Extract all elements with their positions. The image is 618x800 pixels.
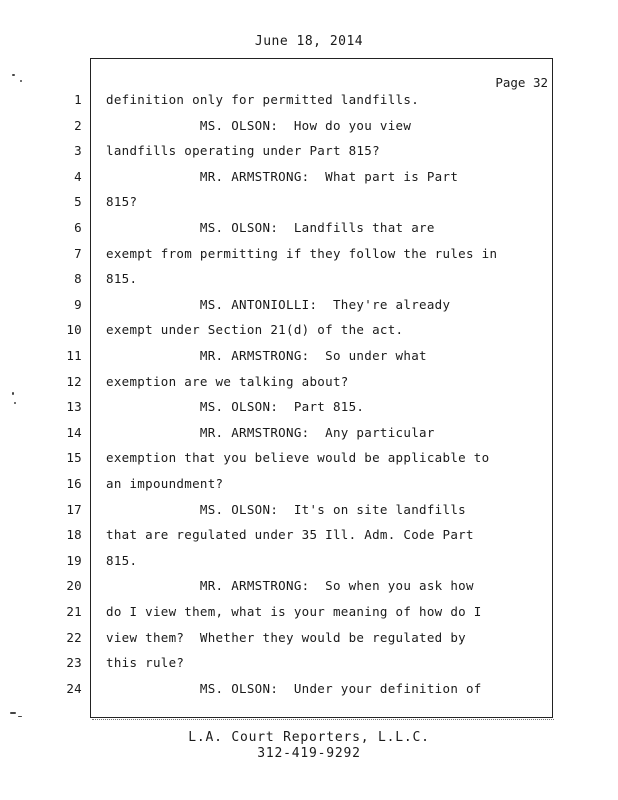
- line-number: 10: [66, 322, 82, 337]
- line-text: MS. OLSON: Under your definition of: [106, 681, 482, 696]
- transcript-line: [0, 271, 618, 295]
- line-text: this rule?: [106, 655, 185, 670]
- scan-speck: [10, 712, 16, 714]
- line-number: 3: [74, 143, 82, 158]
- scan-speck: [12, 74, 15, 76]
- page-frame-bottom-edge: [92, 716, 554, 720]
- line-number: 9: [74, 297, 82, 312]
- line-text: MR. ARMSTRONG: So under what: [106, 348, 427, 363]
- transcript-line: [0, 578, 618, 602]
- line-text: definition only for permitted landfills.: [106, 92, 420, 107]
- line-text: 815?: [106, 194, 138, 209]
- line-text: 815.: [106, 271, 138, 286]
- line-text: MS. OLSON: How do you view: [106, 118, 412, 133]
- line-number: 22: [66, 630, 82, 645]
- line-text: MR. ARMSTRONG: So when you ask how: [106, 578, 474, 593]
- line-number: 17: [66, 502, 82, 517]
- line-number: 14: [66, 425, 82, 440]
- transcript-line: [0, 143, 618, 167]
- transcript-line: [0, 194, 618, 218]
- line-text: an impoundment?: [106, 476, 224, 491]
- line-text: landfills operating under Part 815?: [106, 143, 380, 158]
- transcript-line: [0, 348, 618, 372]
- line-number: 11: [66, 348, 82, 363]
- transcript-line: [0, 399, 618, 423]
- line-text: exemption are we talking about?: [106, 374, 349, 389]
- line-number: 7: [74, 246, 82, 261]
- line-text: that are regulated under 35 Ill. Adm. Code Part: [106, 527, 474, 542]
- line-number: 13: [66, 399, 82, 414]
- line-number: 5: [74, 194, 82, 209]
- line-text: do I view them, what is your meaning of how do I: [106, 604, 482, 619]
- scan-speck: [18, 716, 22, 717]
- transcript-line: [0, 220, 618, 244]
- line-text: MR. ARMSTRONG: Any particular: [106, 425, 435, 440]
- line-number: 6: [74, 220, 82, 235]
- line-text: exemption that you believe would be applicable to: [106, 450, 490, 465]
- line-number: 24: [66, 681, 82, 696]
- transcript-line: [0, 450, 618, 474]
- transcript-line: [0, 681, 618, 705]
- line-number: 8: [74, 271, 82, 286]
- page-number: Page 32: [495, 75, 548, 90]
- transcript-line: [0, 246, 618, 270]
- line-number: 19: [66, 553, 82, 568]
- line-number: 16: [66, 476, 82, 491]
- line-text: MS. OLSON: Part 815.: [106, 399, 365, 414]
- transcript-line: [0, 476, 618, 500]
- transcript-line: [0, 630, 618, 654]
- transcript-line: [0, 118, 618, 142]
- line-number: 21: [66, 604, 82, 619]
- line-text: 815.: [106, 553, 138, 568]
- transcript-line: [0, 374, 618, 398]
- line-text: exempt under Section 21(d) of the act.: [106, 322, 404, 337]
- line-number: 18: [66, 527, 82, 542]
- footer-phone: 312-419-9292: [257, 746, 361, 761]
- line-number: 1: [74, 92, 82, 107]
- transcript-line: [0, 322, 618, 346]
- transcript-line: [0, 502, 618, 526]
- line-number: 20: [66, 578, 82, 593]
- line-number: 12: [66, 374, 82, 389]
- header-date: June 18, 2014: [254, 34, 364, 49]
- transcript-line: [0, 169, 618, 193]
- line-number: 4: [74, 169, 82, 184]
- transcript-line: [0, 655, 618, 679]
- line-text: view them? Whether they would be regulated by: [106, 630, 466, 645]
- line-text: MS. OLSON: It's on site landfills: [106, 502, 466, 517]
- scan-speck: [12, 392, 14, 395]
- line-number: 2: [74, 118, 82, 133]
- line-text: MR. ARMSTRONG: What part is Part: [106, 169, 459, 184]
- scan-speck: [20, 80, 22, 82]
- transcript-line: [0, 604, 618, 628]
- line-number: 23: [66, 655, 82, 670]
- transcript-line: [0, 527, 618, 551]
- transcript-line: [0, 553, 618, 577]
- line-text: MS. ANTONIOLLI: They're already: [106, 297, 451, 312]
- line-number: 15: [66, 450, 82, 465]
- transcript-line: [0, 92, 618, 116]
- line-text: exempt from permitting if they follow the rules in: [106, 246, 498, 261]
- scan-speck: [14, 402, 16, 404]
- transcript-line: [0, 297, 618, 321]
- footer-company: L.A. Court Reporters, L.L.C.: [188, 730, 430, 745]
- transcript-line: [0, 425, 618, 449]
- line-text: MS. OLSON: Landfills that are: [106, 220, 435, 235]
